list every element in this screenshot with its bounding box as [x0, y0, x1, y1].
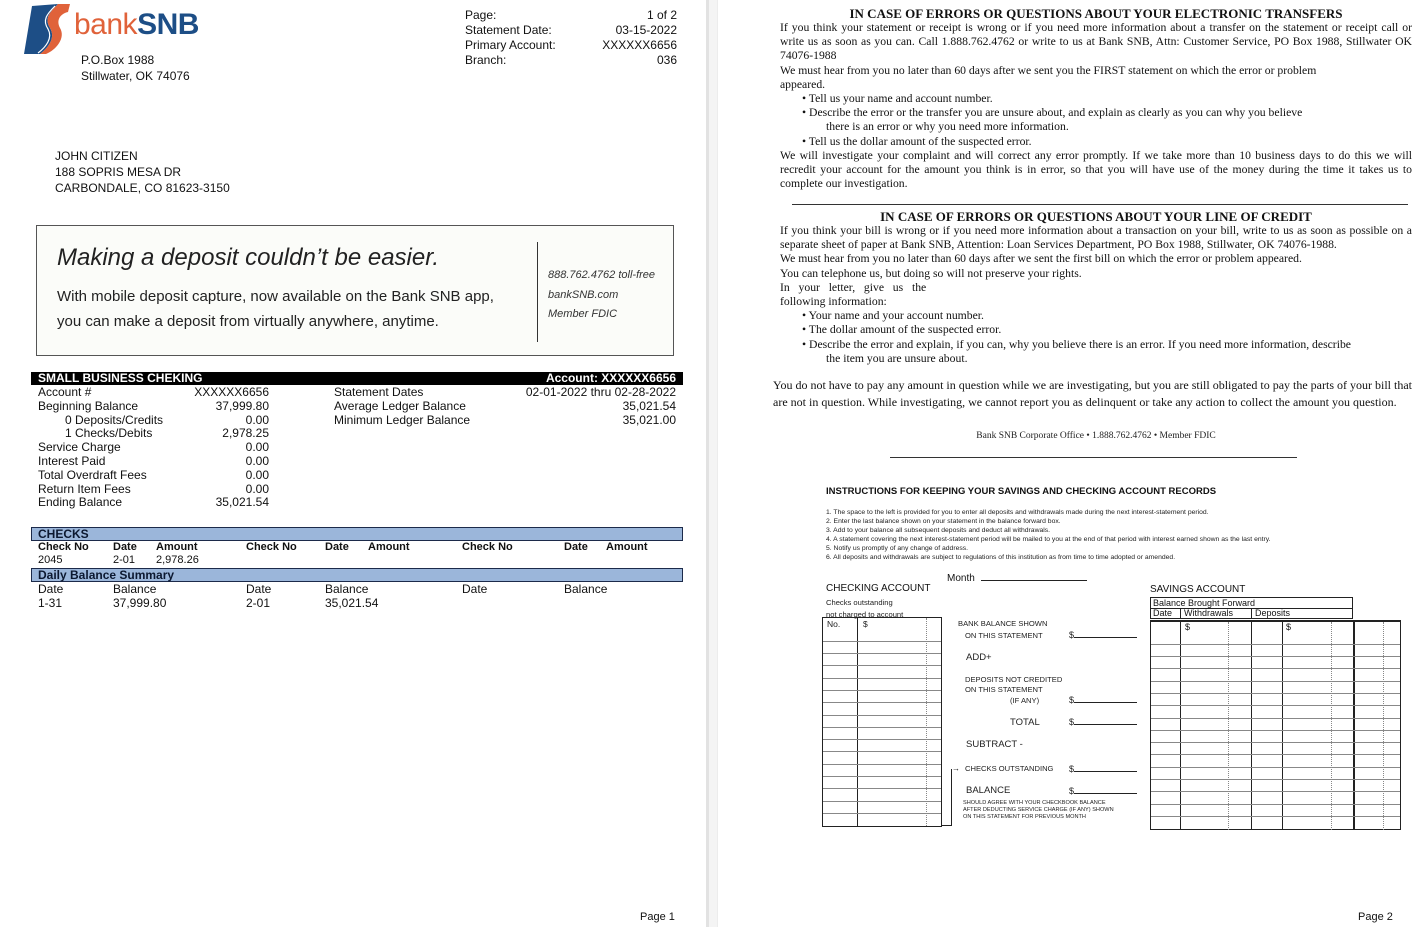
summary-value: 35,021.54 [622, 398, 676, 413]
col-header-date: Date [246, 582, 272, 596]
loc-paragraph: In your letter, give us the [780, 280, 927, 294]
dollar-sign: $ [1069, 717, 1075, 727]
instruction-item: 6. All deposits and withdrawals are subject to regulations of this institution as from time to time adopted or amended. [826, 554, 1176, 561]
eft-bullet: • Tell us your name and account number. [802, 92, 993, 106]
deposits-label2: ON THIS STATEMENT [965, 685, 1043, 694]
logo-text-bank: bank [74, 8, 138, 41]
checks-outstanding-input[interactable] [1069, 763, 1137, 774]
summary-label: Service Charge [38, 440, 121, 455]
daily-balance-title: Daily Balance Summary [38, 568, 175, 582]
deposits-label3: (IF ANY) [1010, 696, 1040, 705]
check-row [38, 554, 678, 567]
checking-sub2: not charged to account [826, 609, 904, 619]
promo-website: bankSNB.com [548, 288, 619, 301]
dollar-sign: $ [1069, 786, 1075, 796]
column-divider [1180, 608, 1181, 619]
checks-title: CHECKS [38, 527, 89, 541]
summary-value: 35,021.00 [622, 412, 676, 427]
summary-value: 2,978.25 [222, 426, 269, 441]
summary-label: Return Item Fees [38, 481, 131, 496]
customer-address [55, 148, 230, 196]
balance-note-line: SHOULD AGREE WITH YOUR CHECKBOOK BALANCE [963, 800, 1106, 806]
balance-note-line: AFTER DEDUCTING SERVICE CHARGE (IF ANY) SHOWN [963, 806, 1114, 813]
input-line[interactable] [1074, 694, 1137, 703]
col-header-date: Date [564, 541, 588, 553]
eft-bullet: • Tell us the dollar amount of the suspected error. [802, 134, 1032, 148]
promo-divider [537, 242, 538, 342]
summary-label: Minimum Ledger Balance [334, 412, 471, 427]
col-header-date: Date [38, 582, 64, 596]
bank-balance-label: BANK BALANCE SHOWN [958, 619, 1048, 628]
loc-bullet-continued: the item you are unsure about. [826, 351, 968, 365]
meta-label: Branch: [465, 53, 507, 67]
col-header-deposits: Deposits [1255, 608, 1291, 618]
summary-row-beginning-balance [38, 400, 269, 414]
bank-address-line1: P.O.Box 1988 [81, 53, 155, 67]
summary-label: Account # [38, 385, 92, 399]
balance-date: 1-31 [38, 596, 63, 610]
meta-row-primary-account [465, 38, 677, 53]
statement-meta [465, 8, 677, 68]
input-line[interactable] [1074, 785, 1137, 794]
deposits-input[interactable] [1069, 694, 1137, 705]
bank-address [81, 52, 190, 84]
col-header-check-no: Check No [246, 541, 297, 553]
balance-amount: 35,021.54 [325, 596, 379, 610]
col-header-date: Date [462, 582, 488, 596]
col-header-amount: Amount [156, 541, 198, 553]
summary-value: 0.00 [245, 412, 269, 427]
summary-row-interest [38, 455, 269, 469]
instruction-item: 4. A statement covering the next interest-statement period will be mailed to you at the end of that period with interest earned shown as the last entry. [826, 536, 1271, 543]
check-amount: 2,978.26 [156, 554, 199, 566]
account-summary-right [334, 386, 676, 427]
checking-sub1: Checks outstanding [826, 598, 893, 607]
month-label: Month [947, 573, 975, 584]
summary-value: 0.00 [245, 467, 269, 482]
month-field[interactable] [947, 572, 1087, 584]
account-number-header: Account: XXXXXX6656 [545, 371, 676, 385]
dollar-sign: $ [1069, 695, 1075, 705]
connector-line [942, 769, 952, 826]
savings-grid [1151, 632, 1400, 817]
eft-bullet-continued: there is an error or why you need more information. [826, 120, 1069, 134]
loc-paragraph: You can telephone us, but doing so will not preserve your rights. [780, 266, 1082, 280]
loc-paragraph: If you think your bill is wrong or if you need more information about a transaction on your bill, write to us as soon as possible on a separate sheet of paper at Bank SNB, Attention: Loan Services Department, PO Box 1988, Stillwater, OK 74076-1988. [780, 224, 1412, 252]
savings-header-box [1150, 597, 1353, 619]
balance-note-line: ON THIS STATEMENT FOR PREVIOUS MONTH [963, 813, 1086, 820]
summary-value: XXXXXX6656 [194, 385, 269, 399]
summary-row-return-fees [38, 483, 269, 497]
balance-forward-label: Balance Brought Forward [1153, 598, 1256, 608]
summary-label: Statement Dates [334, 385, 424, 399]
col-header-dollar: $ [863, 619, 868, 629]
account-summary-left [38, 386, 269, 510]
add-label: ADD+ [966, 652, 992, 663]
meta-row-page [465, 8, 677, 23]
meta-value: 03-15-2022 [615, 23, 677, 37]
balance-amount: 37,999.80 [113, 596, 167, 610]
summary-row-service-charge [38, 441, 269, 455]
dollar-sign: $ [1069, 630, 1075, 640]
summary-label: Average Ledger Balance [334, 398, 466, 413]
savings-account-title: SAVINGS ACCOUNT [1150, 584, 1246, 595]
loc-bullet: • The dollar amount of the suspected error. [802, 323, 1002, 337]
savings-ledger-table[interactable] [1150, 620, 1401, 830]
instructions-list [826, 508, 1386, 562]
summary-value: 0.00 [245, 453, 269, 468]
summary-value: 0.00 [245, 440, 269, 455]
daily-balance-row [38, 596, 678, 610]
summary-row-account [38, 386, 269, 400]
instruction-item: 5. Notify us promptly of any change of address. [826, 545, 969, 552]
summary-value: 0.00 [245, 481, 269, 496]
loc-title: IN CASE OF ERRORS OR QUESTIONS ABOUT YOUR LINE OF CREDIT [880, 209, 1312, 224]
col-header-date: Date [113, 541, 137, 553]
checks-section-header [31, 527, 683, 541]
summary-row-checks [38, 427, 269, 441]
checks-grid [823, 629, 941, 814]
instruction-item: 3. Add to your balance all subsequent deposits and deduct all withdrawals. [826, 527, 1051, 534]
summary-row-statement-dates [334, 386, 676, 400]
col-header-check-no: Check No [462, 541, 513, 553]
corporate-office-footer: Bank SNB Corporate Office • 1.888.762.4762 • Member FDIC [976, 431, 1216, 441]
daily-balance-section-header [31, 568, 683, 582]
customer-city: CARBONDALE, CO 81623-3150 [55, 181, 230, 195]
meta-value: 1 of 2 [646, 8, 677, 22]
arrow-right-icon: → [952, 764, 960, 773]
total-label: TOTAL [1010, 717, 1040, 728]
summary-label: 1 Checks/Debits [65, 426, 153, 441]
instructions-title: INSTRUCTIONS FOR KEEPING YOUR SAVINGS AND CHECKING ACCOUNT RECORDS [826, 486, 1217, 497]
eft-paragraph: If you think your statement or receipt is wrong or if you need more information about a transfer on the statement or receipt call or write us as soon as you can. Call 1.888.762.4762 or write to us at Bank SNB, Attn: Customer Service, PO Box 1988, Stillwater OK 74076-1988 [780, 21, 1412, 63]
col-header-check-no: Check No [38, 541, 89, 553]
eft-title: IN CASE OF ERRORS OR QUESTIONS ABOUT YOUR ELECTRONIC TRANSFERS [849, 6, 1343, 21]
logo-text-snb: SNB [137, 8, 199, 41]
meta-value: 036 [656, 53, 677, 67]
bank-address-line2: Stillwater, OK 74076 [81, 69, 190, 83]
bank-logo [22, 2, 212, 56]
loc-bullet: • Describe the error and explain, if you can, why you believe there is an error. If you need more information, describe [802, 337, 1351, 351]
col-header-amount: Amount [606, 541, 648, 553]
check-number: 2045 [38, 554, 63, 566]
summary-label: Ending Balance [38, 495, 123, 510]
deposits-label: DEPOSITS NOT CREDITED [965, 675, 1063, 684]
meta-label: Statement Date: [465, 23, 552, 37]
balance-note [963, 800, 1153, 820]
eft-paragraph: We must hear from you no later than 60 days after we sent you the FIRST statement on which the error or problem appeared. [780, 63, 1317, 91]
loc-paragraph: You do not have to pay any amount in question while we are investigating, but you are still obligated to pay the parts of your bill that are not in question. While investigating, we cannot report you as delinquent or take any action to collect the amount you question. [773, 378, 1412, 409]
checks-outstanding-label: CHECKS OUTSTANDING [965, 764, 1054, 773]
meta-label: Page: [465, 8, 497, 22]
statement-page-2 [718, 0, 1427, 927]
meta-row-branch [465, 53, 677, 68]
col-header-no: No. [827, 619, 841, 629]
summary-value: 37,999.80 [215, 398, 269, 413]
summary-value: 35,021.54 [215, 495, 269, 510]
balance-input[interactable] [1069, 785, 1137, 796]
meta-value: XXXXXX6656 [602, 38, 677, 52]
promo-body-line2: you can make a deposit from virtually anywhere, anytime. [57, 313, 439, 330]
input-line[interactable] [1074, 763, 1137, 772]
customer-street: 188 SOPRIS MESA DR [55, 165, 182, 179]
page-number: Page 2 [1358, 911, 1393, 923]
summary-value: 02-01-2022 thru 02-28-2022 [525, 385, 676, 399]
customer-name: JOHN CITIZEN [55, 149, 138, 163]
loc-bullet: • Your name and your account number. [802, 309, 984, 323]
meta-row-statement-date [465, 23, 677, 38]
input-line[interactable] [1074, 629, 1137, 638]
summary-row-min-ledger [334, 414, 676, 428]
checking-account-title: CHECKING ACCOUNT [826, 583, 931, 594]
bank-balance-label2: ON THIS STATEMENT [965, 631, 1043, 640]
checks-column-headers [38, 541, 678, 554]
loc-paragraph: We must hear from you no later than 60 days after we sent the first bill on which the error or problem appeared. [780, 252, 1302, 266]
loc-paragraph: following information: [780, 295, 887, 309]
eft-paragraph: We will investigate your complaint and will correct any error promptly. If we take more than 10 business days to do this we will recredit your account for the amount you think is in error, so that you will have use of the money during the time it takes us to complete our investigation. [780, 148, 1412, 191]
page-gutter [706, 0, 718, 927]
instruction-item: 2. Enter the last balance shown on your statement in the balance forward box. [826, 518, 1061, 525]
bank-logo-wordmark [74, 7, 199, 43]
checks-outstanding-table[interactable] [822, 617, 942, 827]
dollar-sign: $ [1069, 764, 1075, 774]
promo-title: Making a deposit couldn’t be easier. [57, 244, 440, 271]
input-line[interactable] [1074, 716, 1137, 725]
page-number: Page 1 [640, 911, 675, 923]
instruction-item: 1. The space to the left is provided for you to enter all deposits and withdrawals made during the next interest-statement period. [826, 509, 1209, 516]
promo-body-line1: With mobile deposit capture, now available on the Bank SNB app, [57, 288, 494, 305]
check-date: 2-01 [113, 554, 136, 566]
promo-phone: 888.762.4762 toll-free [548, 269, 656, 281]
summary-row-deposits [38, 414, 269, 428]
promo-banner [36, 225, 674, 356]
eft-bullet: • Describe the error or the transfer you are unsure about, and explain as clearly as you can why you believe [802, 106, 1303, 120]
column-divider [1251, 608, 1252, 619]
meta-label: Primary Account: [465, 38, 556, 52]
col-header-balance: Balance [113, 582, 157, 596]
promo-contact [548, 266, 655, 325]
month-input-line[interactable] [981, 572, 1087, 581]
bank-balance-input[interactable] [1069, 629, 1137, 640]
promo-fdic: Member FDIC [548, 308, 618, 320]
col-header-balance: Balance [325, 582, 369, 596]
summary-row-overdraft [38, 469, 269, 483]
subtract-label: SUBTRACT - [966, 739, 1023, 750]
col-header-balance: Balance [564, 582, 608, 596]
summary-label: 0 Deposits/Credits [65, 412, 164, 427]
account-summary-header [31, 372, 683, 385]
promo-body [57, 284, 537, 334]
deposits-dollar: $ [1286, 622, 1292, 632]
total-input[interactable] [1069, 716, 1137, 727]
col-header-amount: Amount [368, 541, 410, 553]
col-header-date: Date [325, 541, 349, 553]
summary-label: Interest Paid [38, 453, 106, 468]
section-divider [890, 457, 1297, 458]
col-header-date: Date [1153, 608, 1173, 618]
daily-balance-column-headers [38, 582, 678, 596]
summary-row-ending-balance [38, 496, 269, 510]
summary-row-avg-ledger [334, 400, 676, 414]
withdrawals-dollar: $ [1185, 622, 1191, 632]
balance-label: BALANCE [966, 785, 1011, 796]
eft-disclosure [780, 6, 1412, 191]
summary-label: Total Overdraft Fees [38, 467, 147, 482]
section-divider [792, 204, 1408, 205]
line-of-credit-disclosure [780, 209, 1412, 366]
balance-date: 2-01 [246, 596, 271, 610]
col-header-withdrawals: Withdrawals [1184, 608, 1234, 618]
account-type-title: SMALL BUSINESS CHEKING [38, 371, 203, 385]
summary-label: Beginning Balance [38, 398, 139, 413]
bank-logo-mark-icon [22, 2, 74, 56]
statement-page-1 [0, 0, 706, 927]
